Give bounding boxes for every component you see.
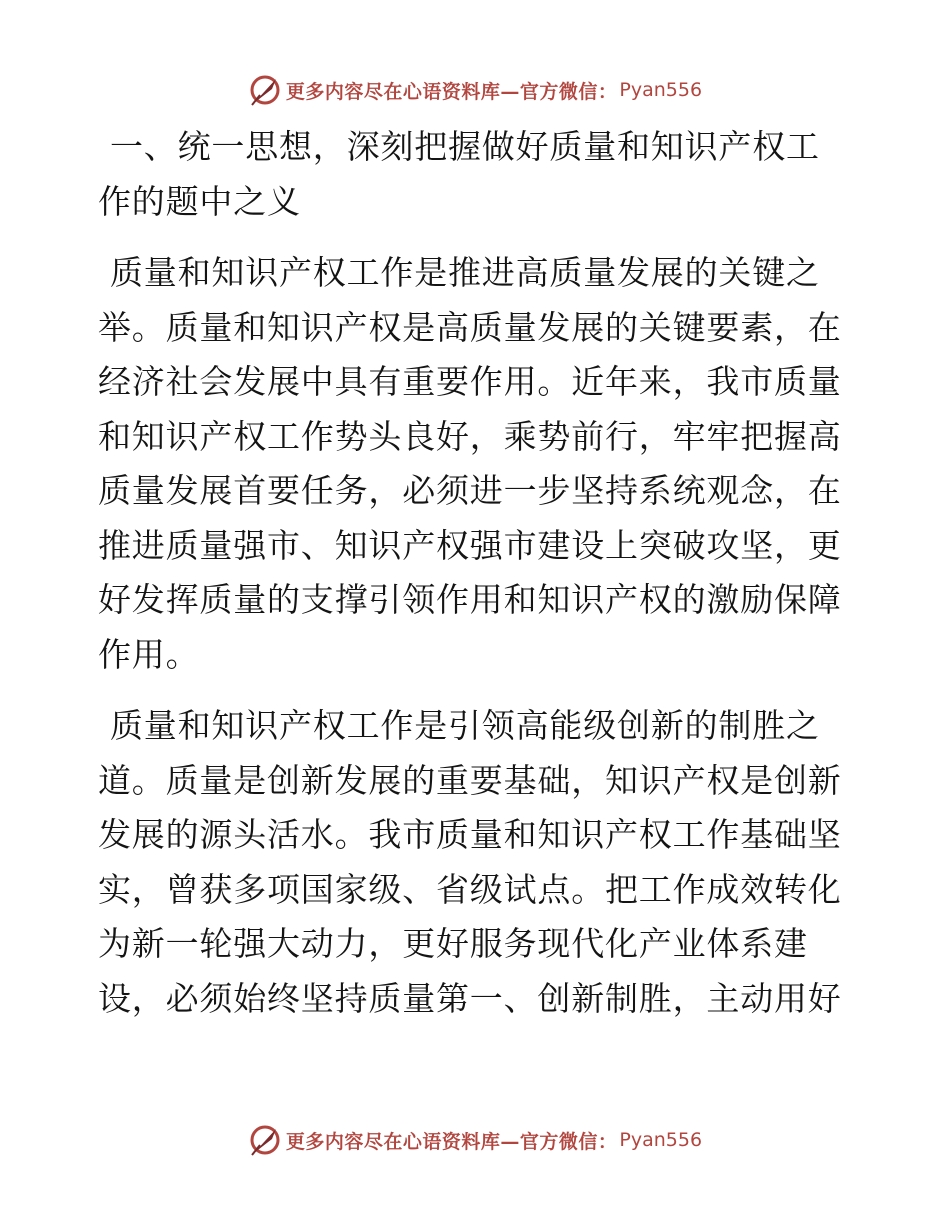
paragraph-line: 推进质量强市、知识产权强市建设上突破攻坚，更 [98, 525, 842, 565]
paragraph-line: 设，必须始终坚持质量第一、创新制胜，主动用好 [98, 978, 842, 1018]
quill-logo-icon [248, 73, 282, 107]
paragraph-line: 质量发展首要任务，必须进一步坚持系统观念，在 [98, 471, 842, 510]
banner-text: 更多内容尽在心语资料库—官方微信： [285, 80, 618, 103]
paragraph-line: 作用。 [98, 634, 200, 674]
paragraph-line: 实，曾获多项国家级、省级试点。把工作成效转化 [98, 869, 842, 909]
paragraph-1 [98, 246, 858, 682]
footer-banner [0, 1120, 950, 1160]
paragraph-line: 发展的源头活水。我市质量和知识产权工作基础坚 [98, 815, 842, 854]
section-heading [98, 120, 858, 229]
paragraph-line: 质量和知识产权工作是引领高能级创新的制胜之 [110, 706, 820, 745]
banner-contact: Pyan556 [619, 1129, 703, 1151]
paragraph-line: 为新一轮强大动力，更好服务现代化产业体系建 [98, 924, 808, 963]
paragraph-line: 举。质量和知识产权是高质量发展的关键要素，在 [98, 307, 842, 347]
paragraph-line: 好发挥质量的支撑引领作用和知识产权的激励保障 [98, 580, 842, 619]
quill-logo-icon [248, 1123, 282, 1157]
banner-contact: Pyan556 [619, 79, 703, 101]
heading-line: 作的题中之义 [98, 181, 301, 221]
paragraph-line: 和知识产权工作势头良好，乘势前行，牢牢把握高 [98, 416, 842, 456]
paragraph-line: 质量和知识产权工作是推进高质量发展的关键之 [110, 253, 820, 292]
document-body [98, 120, 858, 1026]
paragraph-line: 道。质量是创新发展的重要基础，知识产权是创新 [98, 760, 842, 800]
paragraph-2 [98, 699, 858, 1026]
banner-text: 更多内容尽在心语资料库—官方微信： [285, 1130, 618, 1153]
header-banner [0, 70, 950, 110]
paragraph-line: 经济社会发展中具有重要作用。近年来，我市质量 [98, 362, 842, 401]
heading-line: 一、统一思想，深刻把握做好质量和知识产权工 [110, 127, 820, 166]
